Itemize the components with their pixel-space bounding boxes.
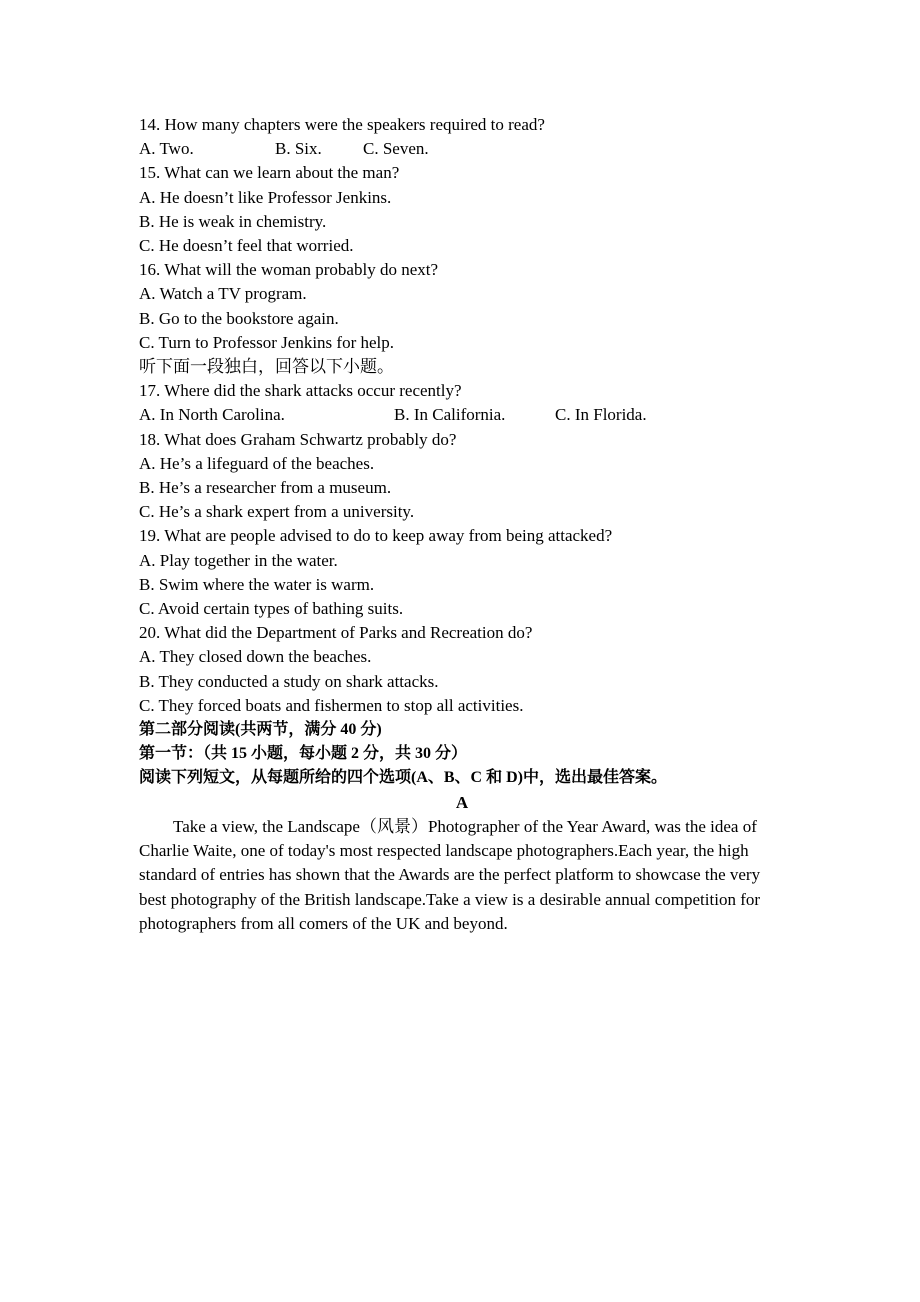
option-20-b: B. They conducted a study on shark attacks.	[139, 671, 439, 691]
option-19-b: B. Swim where the water is warm.	[139, 574, 375, 594]
option-17-b: B. In California.	[394, 405, 506, 425]
option-15-c: C. He doesn’t feel that worried.	[139, 236, 354, 256]
monologue-instruction: 听下面一段独白，回答以下小题。	[139, 357, 394, 377]
option-19-c: C. Avoid certain types of bathing suits.	[139, 599, 404, 619]
option-20-c: C. They forced boats and fishermen to stop all activities.	[139, 695, 524, 715]
document-body	[139, 113, 785, 936]
question-19: 19. What are people advised to do to keep away from being attacked?	[139, 526, 613, 546]
option-15-a: A. He doesn’t like Professor Jenkins.	[139, 187, 392, 207]
question-17: 17. Where did the shark attacks occur recently?	[139, 381, 462, 401]
option-18-c: C. He’s a shark expert from a university.	[139, 502, 415, 522]
option-17-c: C. In Florida.	[555, 405, 647, 425]
option-17-a: A. In North Carolina.	[139, 405, 285, 425]
question-15: 15. What can we learn about the man?	[139, 163, 400, 183]
option-16-a: A. Watch a TV program.	[139, 284, 307, 304]
option-14-b: B. Six.	[275, 139, 322, 159]
passage-a-text: Take a view, the Landscape（风景）Photographer of the Year Award, was the idea of Charlie Waite, one of today's most respected landscape photographers.Each year, the high standard of entries has shown that the Awards are the perfect platform to showcase the very best photography of the British landscape.Take a view is a desirable annual competition for photographers from all comers of the UK and beyond.	[139, 816, 761, 933]
option-15-b: B. He is weak in chemistry.	[139, 211, 327, 231]
option-19-a: A. Play together in the water.	[139, 550, 338, 570]
option-14-c: C. Seven.	[363, 139, 429, 159]
reading-instruction: 阅读下列短文，从每题所给的四个选项(A、B、C 和 D)中，选出最佳答案。	[139, 769, 667, 787]
part2-reading-header: 第二部分阅读(共两节，满分 40 分)	[139, 721, 382, 739]
question-16: 16. What will the woman probably do next?	[139, 260, 439, 280]
option-16-c: C. Turn to Professor Jenkins for help.	[139, 332, 395, 352]
section1-header: 第一节：（共 15 小题，每小题 2 分，共 30 分）	[139, 745, 468, 763]
question-20: 20. What did the Department of Parks and Recreation do?	[139, 623, 533, 643]
passage-label-a: A	[455, 792, 469, 812]
option-16-b: B. Go to the bookstore again.	[139, 308, 339, 328]
options-row-17	[139, 403, 785, 427]
option-18-b: B. He’s a researcher from a museum.	[139, 478, 392, 498]
option-18-a: A. He’s a lifeguard of the beaches.	[139, 453, 375, 473]
options-row-14	[139, 137, 785, 161]
option-14-a: A. Two.	[139, 139, 194, 159]
question-14: 14. How many chapters were the speakers required to read?	[139, 115, 545, 134]
question-18: 18. What does Graham Schwartz probably do?	[139, 429, 457, 449]
option-20-a: A. They closed down the beaches.	[139, 647, 372, 667]
